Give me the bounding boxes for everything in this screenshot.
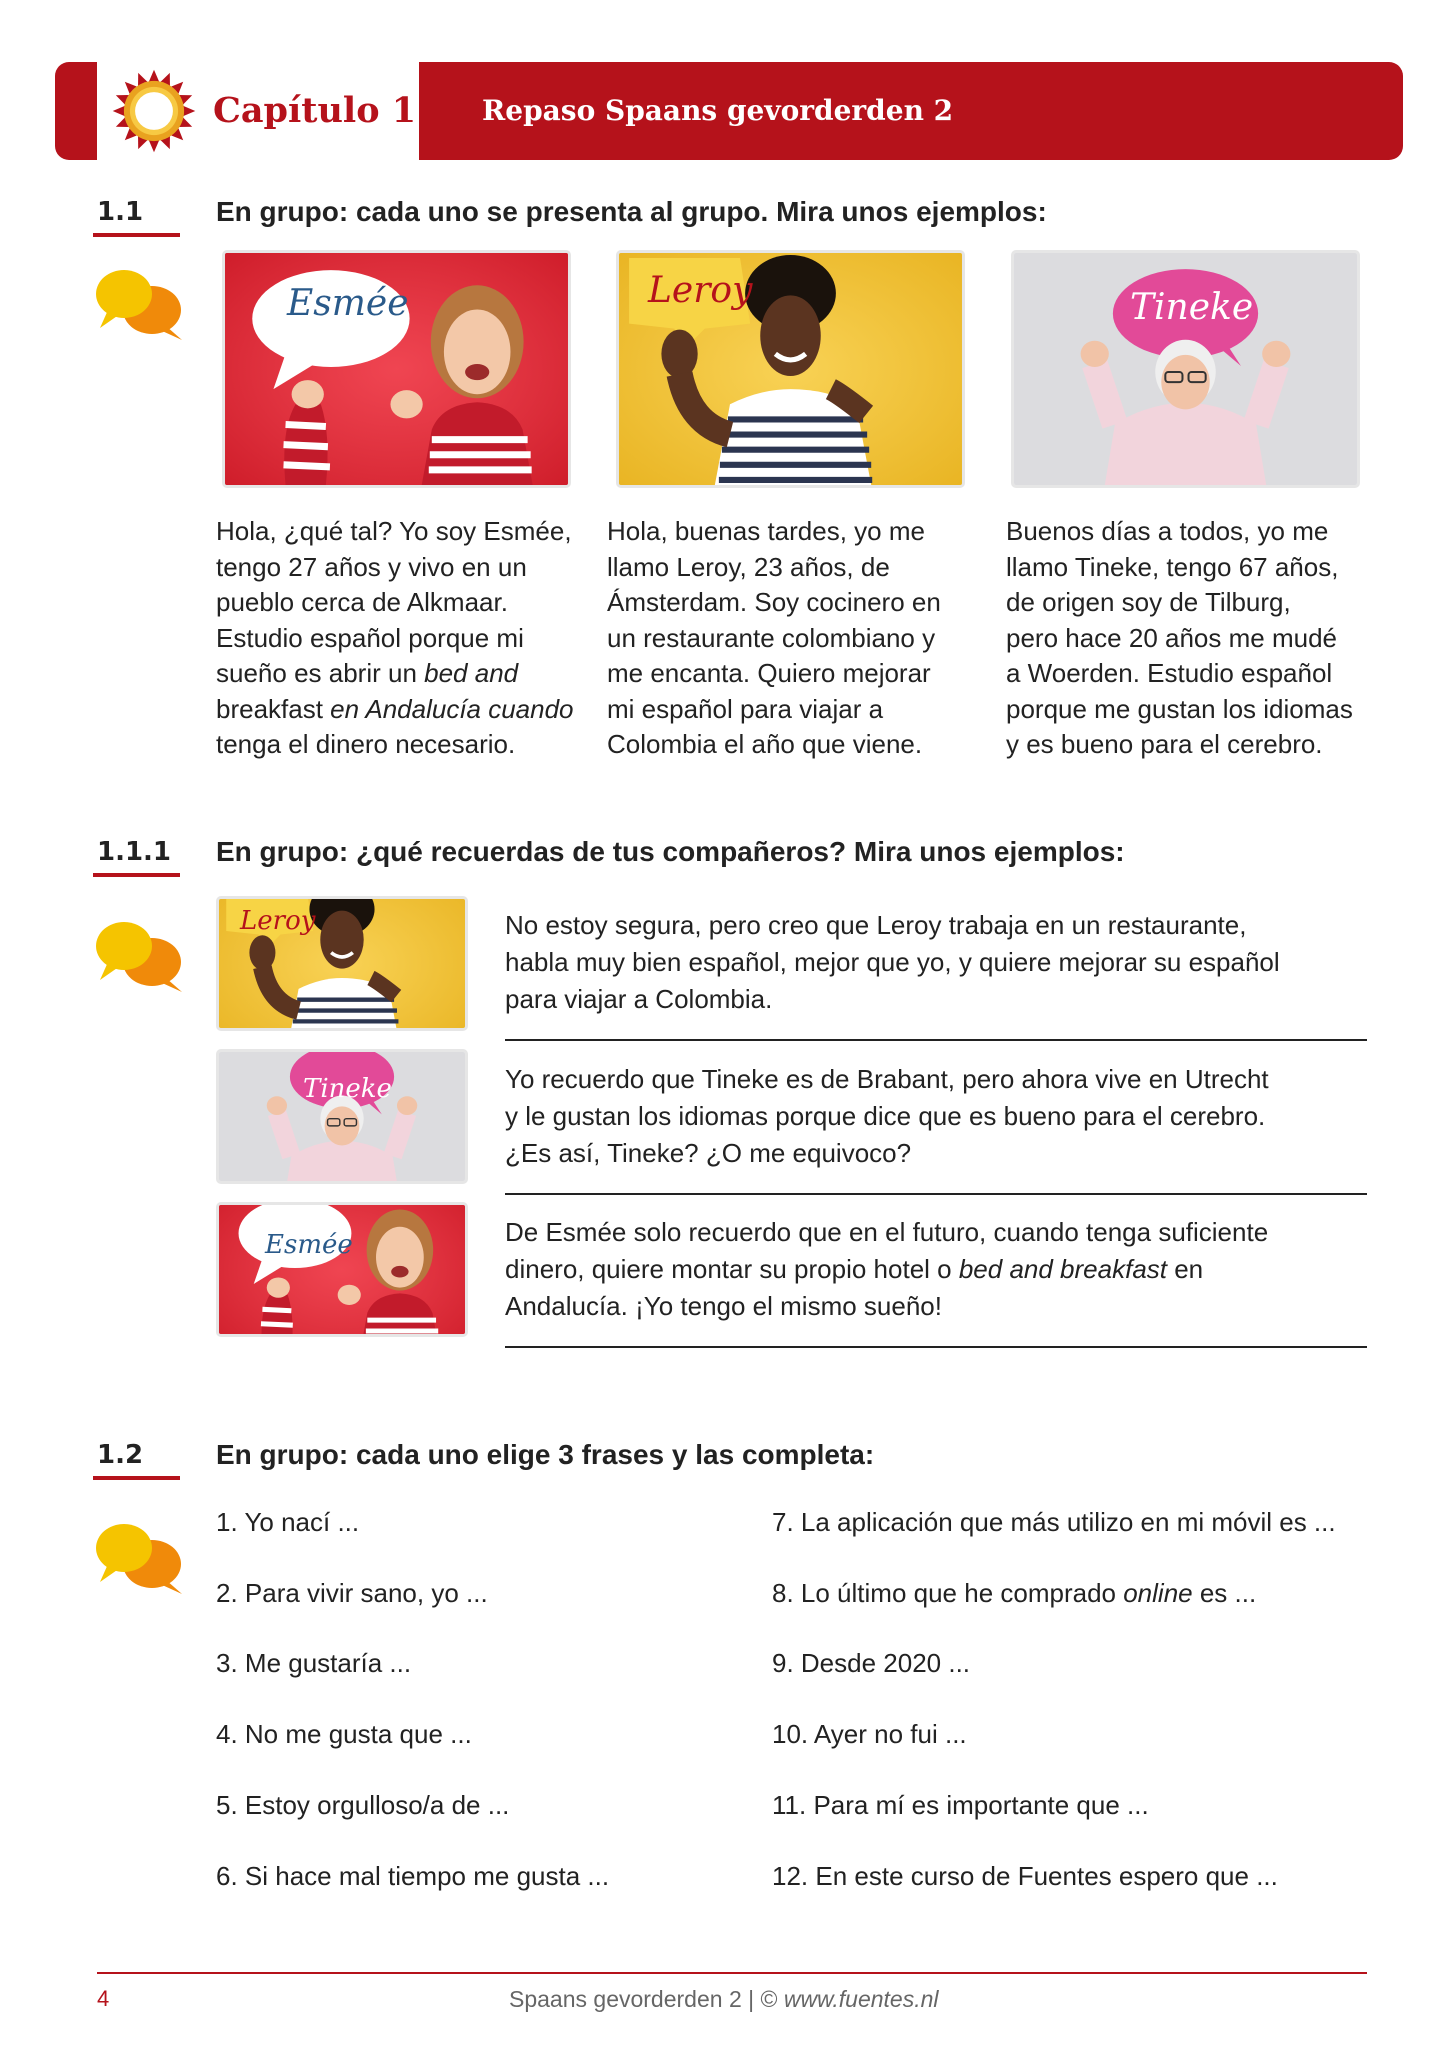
text-segment: un restaurante colombiano y bbox=[607, 622, 936, 653]
phrase-item bbox=[772, 1504, 1336, 1540]
phrase-item bbox=[772, 1787, 1149, 1823]
footer-text bbox=[509, 1984, 939, 2014]
text-line bbox=[216, 656, 596, 692]
chapter-title: Repaso Spaans gevorderden 2 bbox=[482, 94, 954, 127]
thumb-esmee bbox=[216, 1202, 468, 1337]
text-line bbox=[607, 692, 987, 728]
text-segment: 9. Desde 2020 ... bbox=[772, 1648, 971, 1679]
photo-label-esmee: Esmée bbox=[287, 283, 409, 324]
footer-rule bbox=[97, 1972, 1367, 1974]
section-underline bbox=[93, 233, 180, 237]
text-line bbox=[505, 907, 1365, 944]
text-line bbox=[216, 585, 596, 621]
section-underline bbox=[93, 873, 180, 877]
italic-phrase: bed and bbox=[424, 658, 519, 688]
text-segment: pero hace 20 años me mudé bbox=[1006, 622, 1337, 653]
text-line bbox=[1006, 727, 1386, 763]
footer-prefix: Spaans gevorderden 2 | © bbox=[509, 1986, 784, 2012]
text-segment: 12. En este curso de Fuentes espero que ... bbox=[772, 1860, 1278, 1891]
text-line bbox=[216, 550, 596, 586]
answer-line bbox=[505, 1039, 1367, 1041]
phrase-item bbox=[216, 1858, 609, 1894]
text-segment: es ... bbox=[1192, 1577, 1257, 1608]
intro-text-esmee bbox=[216, 514, 596, 763]
text-segment: y es bueno para el cerebro. bbox=[1006, 729, 1323, 759]
phrase-item bbox=[216, 1575, 488, 1611]
recall-text-leroy bbox=[505, 907, 1365, 1018]
text-segment: me encanta. Quiero mejorar bbox=[607, 658, 931, 688]
section-number-1-2: 1.2 bbox=[97, 1440, 144, 1470]
text-segment: tenga el dinero necesario. bbox=[216, 729, 516, 759]
text-line bbox=[607, 550, 987, 586]
sun-logo-icon bbox=[111, 68, 197, 154]
chapter-label: Capítulo 1 bbox=[213, 90, 417, 131]
text-segment: 3. Me gustaría ... bbox=[216, 1648, 412, 1679]
text-segment: Hola, ¿qué tal? Yo soy Esmée, bbox=[216, 516, 572, 546]
answer-line bbox=[505, 1193, 1367, 1195]
phrase-item bbox=[772, 1575, 1256, 1611]
phrase-item bbox=[216, 1645, 411, 1681]
section-number-1-1-1: 1.1.1 bbox=[97, 837, 172, 867]
italic-phrase: online bbox=[1123, 1577, 1193, 1608]
text-line bbox=[607, 621, 987, 657]
page-number: 4 bbox=[97, 1986, 110, 2011]
section-underline bbox=[93, 1476, 180, 1480]
text-segment: 10. Ayer no fui ... bbox=[772, 1719, 967, 1750]
text-line bbox=[1006, 656, 1386, 692]
text-line bbox=[505, 944, 1365, 981]
thumb-label-tineke: Tineke bbox=[303, 1074, 392, 1104]
text-line bbox=[216, 514, 596, 550]
text-segment: en bbox=[1167, 1254, 1204, 1284]
phrase-item bbox=[772, 1716, 967, 1752]
text-line bbox=[607, 585, 987, 621]
photo-tineke bbox=[1011, 250, 1360, 488]
text-segment: pueblo cerca de Alkmaar. bbox=[216, 587, 508, 617]
text-segment: llamo Leroy, 23 años, de bbox=[607, 551, 890, 582]
text-segment: llamo Tineke, tengo 67 años, bbox=[1006, 551, 1339, 582]
text-line bbox=[505, 1135, 1365, 1172]
text-segment: tengo 27 años y vivo en un bbox=[216, 551, 527, 582]
text-line bbox=[607, 656, 987, 692]
text-segment: breakfast bbox=[216, 693, 323, 724]
text-segment: a Woerden. Estudio español bbox=[1006, 658, 1333, 688]
thumb-label-esmee: Esmée bbox=[265, 1230, 353, 1260]
intro-text-tineke bbox=[1006, 514, 1386, 763]
text-line bbox=[216, 692, 596, 728]
text-line bbox=[1006, 692, 1386, 728]
recall-text-esmee bbox=[505, 1214, 1365, 1325]
intro-text-leroy bbox=[607, 514, 987, 763]
text-segment: Buenos días a todos, yo me bbox=[1006, 516, 1329, 546]
phrase-item bbox=[772, 1645, 970, 1681]
text-segment: 6. Si hace mal tiempo me gusta ... bbox=[216, 1860, 610, 1891]
photo-label-leroy: Leroy bbox=[648, 270, 753, 311]
speech-bubbles-icon bbox=[94, 918, 186, 994]
phrase-item bbox=[216, 1787, 509, 1823]
thumb-tineke bbox=[216, 1049, 468, 1184]
text-segment: habla muy bien español, mejor que yo, y quiere mejorar su español bbox=[505, 947, 1280, 977]
text-line bbox=[607, 514, 987, 550]
text-segment: 5. Estoy orgulloso/a de ... bbox=[216, 1789, 510, 1820]
text-segment: ¿Es así, Tineke? ¿O me equivoco? bbox=[505, 1138, 912, 1168]
text-segment: 1. Yo nací ... bbox=[216, 1507, 360, 1537]
text-line bbox=[216, 727, 596, 763]
text-segment: dinero, quiere montar su propio hotel o bbox=[505, 1254, 959, 1284]
phrase-item bbox=[216, 1504, 359, 1540]
text-segment: 4. No me gusta que ... bbox=[216, 1719, 472, 1750]
text-segment: para viajar a Colombia. bbox=[505, 984, 773, 1014]
text-segment: Andalucía. ¡Yo tengo el mismo sueño! bbox=[505, 1291, 942, 1321]
text-line bbox=[505, 1288, 1365, 1325]
text-segment: Ámsterdam. Soy cocinero en bbox=[607, 587, 941, 617]
text-segment: Yo recuerdo que Tineke es de Brabant, pero ahora vive en Utrecht bbox=[505, 1064, 1269, 1094]
text-segment: 2. Para vivir sano, yo ... bbox=[216, 1577, 488, 1608]
answer-line bbox=[505, 1346, 1367, 1348]
text-segment: Hola, buenas tardes, yo me bbox=[607, 516, 925, 546]
text-segment: porque me gustan los idiomas bbox=[1006, 693, 1353, 724]
section-title-1-1-1: En grupo: ¿qué recuerdas de tus compañeros? Mira unos ejemplos: bbox=[216, 836, 1125, 867]
text-line bbox=[505, 1098, 1365, 1135]
text-line bbox=[216, 621, 596, 657]
section-number-1-1: 1.1 bbox=[97, 197, 144, 227]
footer-site-link[interactable]: www.fuentes.nl bbox=[783, 1986, 939, 2012]
recall-text-tineke bbox=[505, 1061, 1365, 1172]
text-line bbox=[607, 727, 987, 763]
photo-label-tineke: Tineke bbox=[1130, 287, 1254, 328]
text-line bbox=[1006, 550, 1386, 586]
phrase-item bbox=[772, 1858, 1278, 1894]
speech-bubbles-icon bbox=[94, 266, 186, 342]
section-title-1-2: En grupo: cada uno elige 3 frases y las completa: bbox=[216, 1439, 875, 1470]
italic-phrase: en Andalucía cuando bbox=[322, 693, 574, 724]
text-segment: sueño es abrir un bbox=[216, 658, 425, 688]
text-segment: Colombia el año que viene. bbox=[607, 729, 923, 759]
italic-phrase: bed and breakfast bbox=[958, 1254, 1167, 1284]
speech-bubbles-icon bbox=[94, 1520, 186, 1596]
text-segment: 8. Lo último que he comprado bbox=[772, 1577, 1124, 1608]
thumb-label-leroy: Leroy bbox=[240, 906, 316, 936]
text-line bbox=[505, 1251, 1365, 1288]
text-line bbox=[505, 981, 1365, 1018]
text-segment: De Esmée solo recuerdo que en el futuro, cuando tenga suficiente bbox=[505, 1217, 1269, 1247]
text-segment: 7. La aplicación que más utilizo en mi móvil es ... bbox=[772, 1507, 1336, 1537]
text-segment: mi español para viajar a bbox=[607, 693, 884, 724]
section-title-1-1: En grupo: cada uno se presenta al grupo. Mira unos ejemplos: bbox=[216, 196, 1047, 227]
text-line bbox=[505, 1061, 1365, 1098]
text-segment: No estoy segura, pero creo que Leroy trabaja en un restaurante, bbox=[505, 910, 1247, 940]
text-segment: y le gustan los idiomas porque dice que es bueno para el cerebro. bbox=[505, 1101, 1266, 1131]
text-line bbox=[505, 1214, 1365, 1251]
text-segment: 11. Para mí es importante que ... bbox=[772, 1789, 1149, 1820]
phrase-item bbox=[216, 1716, 472, 1752]
text-line bbox=[1006, 514, 1386, 550]
text-segment: de origen soy de Tilburg, bbox=[1006, 587, 1291, 617]
text-segment: Estudio español porque mi bbox=[216, 622, 524, 653]
text-line bbox=[1006, 621, 1386, 657]
text-line bbox=[1006, 585, 1386, 621]
